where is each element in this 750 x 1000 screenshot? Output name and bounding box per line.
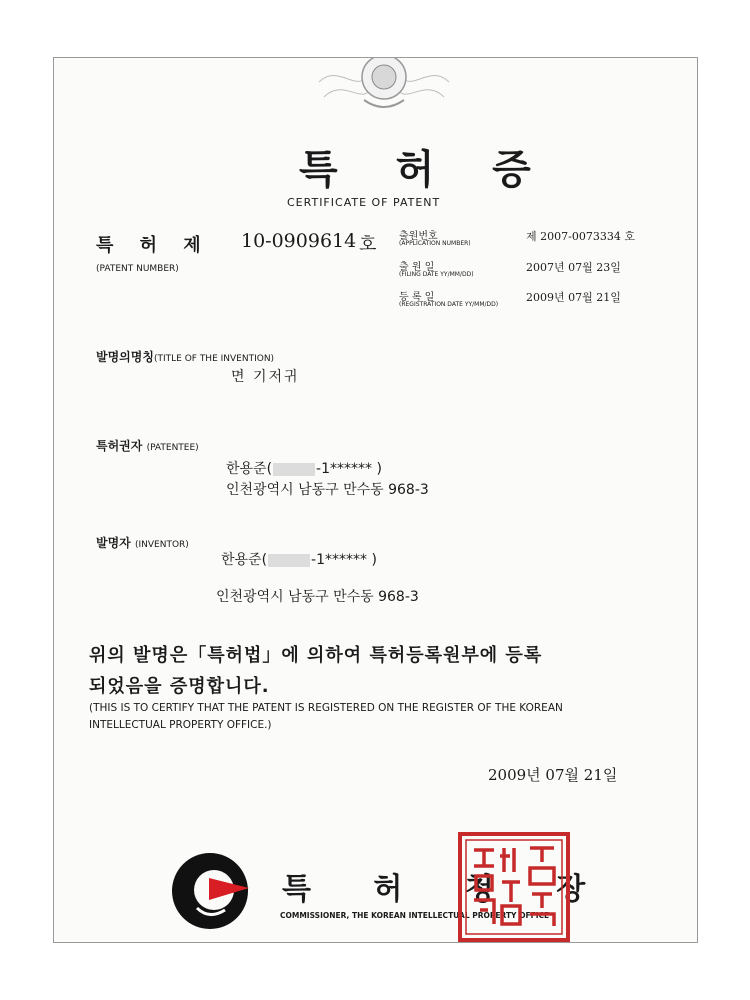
kipo-logo-icon [169,850,251,932]
inventor-name [221,549,377,569]
official-seal-icon [458,832,570,942]
patentee-name-prefix: 한용준( [226,461,273,477]
registration-date-label: 등 록 일 [399,292,435,303]
invention-title-label [96,348,274,365]
patentee-label-ko: 특허권자 [96,439,143,453]
filing-date-value: 2007년 07월 23일 [526,261,621,274]
invention-label-en: (TITLE OF THE INVENTION) [153,354,275,364]
issuer-name-ko: 특 허 청 장 [282,872,612,907]
patentee-label [96,437,199,454]
inventor-id-suffix: -1****** ) [311,552,377,568]
inventor-label-en: (INVENTOR) [134,540,189,550]
issuer-name-en: COMMISSIONER, THE KOREAN INTELLECTUAL PROPERTY OFFICE [280,911,550,920]
page-title: 특 허 증 [299,147,553,193]
invention-title-value: 면 기저귀 [231,369,300,385]
statement-en-line1: (THIS IS TO CERTIFY THAT THE PATENT IS REGISTERED ON THE REGISTER OF THE KOREAN [89,702,563,714]
national-emblem-icon [309,57,459,122]
statement-ko-line2: 되었음을 증명합니다. [89,676,270,697]
application-number-label: 출원번호 [399,231,438,242]
filing-date-label: 출 원 일 [399,262,435,273]
patent-number-label-en: (PATENT NUMBER) [96,264,179,274]
application-number-label-en: (APPLICATION NUMBER) [399,240,471,247]
patent-number-suffix: 호 [359,234,377,255]
patent-number-label: 특 허 제 [96,235,211,256]
redacted-id-block [273,463,315,476]
patentee-label-en: (PATENTEE) [146,443,199,453]
patentee-name [226,458,382,478]
issue-date: 2009년 07월 21일 [488,766,618,784]
certificate-page [53,57,698,943]
inventor-label [96,534,189,551]
statement-en-line2: INTELLECTUAL PROPERTY OFFICE.) [89,719,272,731]
inventor-name-prefix: 한용준( [221,552,268,568]
registration-date-label-en: (REGISTRATION DATE YY/MM/DD) [399,301,499,308]
redacted-id-block [268,554,310,567]
invention-label-ko: 발명의명칭 [96,350,154,364]
statement-ko-line1: 위의 발명은「특허법」에 의하여 특허등록원부에 등록 [89,645,543,666]
inventor-label-ko: 발명자 [96,536,131,550]
patentee-id-suffix: -1****** ) [316,461,382,477]
patentee-address: 인천광역시 남동구 만수동 968-3 [226,482,429,498]
patent-number-value: 10-0909614 [241,230,357,252]
application-number-value: 제 2007-0073334 호 [526,230,635,243]
inventor-address: 인천광역시 남동구 만수동 968-3 [216,589,419,605]
filing-date-label-en: (FILING DATE YY/MM/DD) [399,271,474,278]
page-subtitle: CERTIFICATE OF PATENT [287,196,441,209]
registration-date-value: 2009년 07월 21일 [526,291,621,304]
